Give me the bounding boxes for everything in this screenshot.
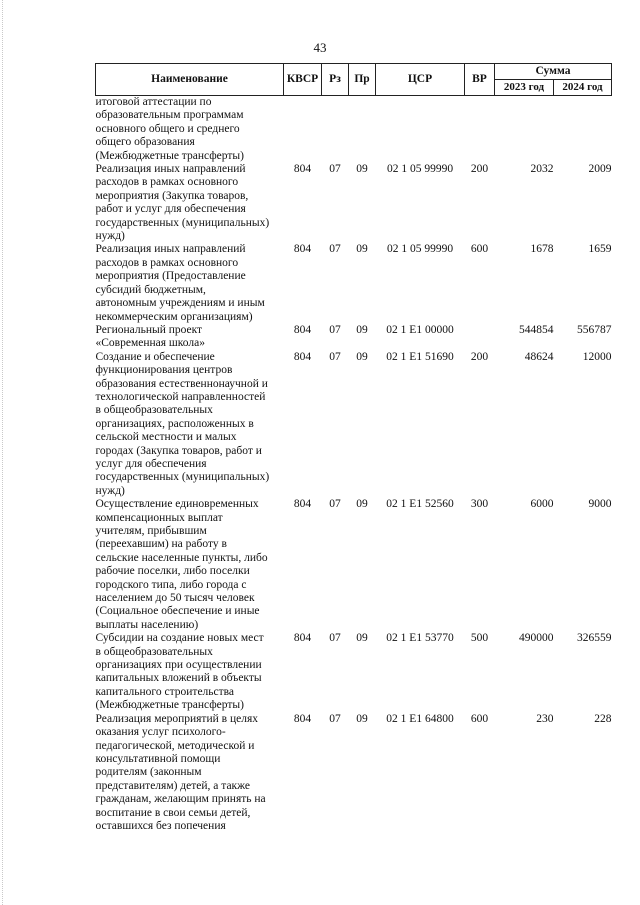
cell-sum-2023: 230 <box>536 712 554 725</box>
budget-table <box>95 63 612 833</box>
cell-rz: 07 <box>329 323 341 336</box>
cell-sum-2024 <box>554 96 612 164</box>
cell-pr: 09 <box>356 350 368 363</box>
cell-vr <box>465 324 495 351</box>
header-rz: Рз <box>322 64 349 96</box>
cell-kvsr: 804 <box>293 712 312 725</box>
cell-name: итоговой аттестации по образовательным программам основного общего и среднего общего образования (Межбюджетные трансферты) <box>95 96 244 162</box>
page-number: 43 <box>313 40 327 55</box>
cell-kvsr: 804 <box>293 243 312 256</box>
cell-vr: 600 <box>470 243 489 256</box>
header-kvsr: КВСР <box>284 64 322 96</box>
cell-name: Создание и обеспечение функционирования центров образования естественнонаучной и технологической направленностей в общеобразовательных организациях, расположенных в сельской местности и малых городах (Закупка товаров, работ и услуг для обеспечения государственных (муниципальных) нужд) <box>95 350 270 497</box>
table-row <box>96 351 612 498</box>
header-csr: ЦСР <box>376 64 465 96</box>
cell-csr: 02 1 05 99990 <box>386 163 454 176</box>
cell-csr <box>376 96 465 164</box>
header-name: Наименование <box>96 64 284 96</box>
cell-sum-2023: 490000 <box>519 632 554 645</box>
header-pr: Пр <box>349 64 376 96</box>
cell-sum-2024: 228 <box>594 712 612 725</box>
cell-vr: 600 <box>470 712 489 725</box>
cell-name: Реализация мероприятий в целях оказания услуг психолого- педагогической, методической и консультативной помощи родителям (законным представителям) детей, а также гражданам, желающим принять на воспитание в свои семьи детей, оставшихся без попечения <box>95 712 266 832</box>
cell-rz: 07 <box>329 498 341 511</box>
cell-rz: 07 <box>329 632 341 645</box>
cell-sum-2023 <box>495 96 554 164</box>
cell-pr: 09 <box>356 498 368 511</box>
table-row <box>96 96 612 164</box>
cell-sum-2024: 12000 <box>582 350 612 363</box>
cell-vr: 200 <box>470 350 489 363</box>
cell-sum-2023: 6000 <box>530 498 554 511</box>
cell-csr: 02 1 E1 52560 <box>386 498 454 511</box>
table-row <box>96 324 612 351</box>
cell-vr: 300 <box>470 498 489 511</box>
cell-kvsr: 804 <box>293 632 312 645</box>
header-sum: Сумма <box>495 64 612 80</box>
cell-pr: 09 <box>356 712 368 725</box>
cell-sum-2024: 556787 <box>577 323 612 336</box>
cell-kvsr: 804 <box>293 498 312 511</box>
cell-vr: 200 <box>470 163 489 176</box>
cell-sum-2023: 2032 <box>530 163 554 176</box>
table-body <box>96 96 612 834</box>
cell-csr: 02 1 05 99990 <box>386 243 454 256</box>
cell-vr: 500 <box>470 632 489 645</box>
cell-csr: 02 1 E1 51690 <box>386 350 454 363</box>
cell-pr: 09 <box>356 163 368 176</box>
cell-name: Региональный проект «Современная школа» <box>95 323 205 350</box>
cell-pr: 09 <box>356 243 368 256</box>
cell-name: Реализация иных направлений расходов в рамках основного мероприятия (Закупка товаров, работ и услуг для обеспечения государственных (муниципальных) нужд) <box>95 163 270 243</box>
table-row <box>96 498 612 632</box>
cell-vr <box>465 96 495 164</box>
cell-sum-2023: 48624 <box>524 350 554 363</box>
cell-rz: 07 <box>329 243 341 256</box>
cell-sum-2024: 9000 <box>588 498 612 511</box>
cell-rz <box>322 96 349 164</box>
cell-csr: 02 1 E1 64800 <box>386 712 454 725</box>
table-row <box>96 713 612 834</box>
cell-kvsr: 804 <box>293 163 312 176</box>
cell-rz: 07 <box>329 350 341 363</box>
cell-sum-2023: 1678 <box>530 243 554 256</box>
table-row <box>96 243 612 323</box>
cell-sum-2024: 1659 <box>588 243 612 256</box>
scan-edge-line <box>2 0 4 905</box>
cell-kvsr <box>284 96 322 164</box>
cell-pr <box>349 96 376 164</box>
cell-pr: 09 <box>356 323 368 336</box>
cell-sum-2023: 544854 <box>519 323 554 336</box>
cell-sum-2024: 2009 <box>588 163 612 176</box>
table-row <box>96 163 612 243</box>
cell-pr: 09 <box>356 632 368 645</box>
cell-csr: 02 1 E1 00000 <box>386 323 454 336</box>
header-year-2024: 2024 год <box>554 80 612 96</box>
cell-name: Осуществление единовременных компенсационных выплат учителям, прибывшим (переехавшим) на работу в сельские населенные пункты, либо рабочие поселки, либо поселки городского типа, либо города с населением до 50 тысяч человек (Социальное обеспечение и иные выплаты населению) <box>95 498 268 631</box>
cell-rz: 07 <box>329 163 341 176</box>
table-header <box>96 64 612 96</box>
cell-csr: 02 1 E1 53770 <box>386 632 454 645</box>
cell-kvsr: 804 <box>293 350 312 363</box>
cell-kvsr: 804 <box>293 323 312 336</box>
header-vr: ВР <box>465 64 495 96</box>
cell-rz: 07 <box>329 712 341 725</box>
header-year-2023: 2023 год <box>495 80 554 96</box>
cell-name: Субсидии на создание новых мест в общеобразовательных организациях при осуществлении капитальных вложений в объекты капитального строительства (Межбюджетные трансферты) <box>95 632 264 712</box>
table-row <box>96 632 612 712</box>
cell-sum-2024: 326559 <box>577 632 612 645</box>
cell-name: Реализация иных направлений расходов в рамках основного мероприятия (Предоставление субсидий бюджетным, автономным учреждениям и иным некоммерческим организациям) <box>95 243 265 323</box>
